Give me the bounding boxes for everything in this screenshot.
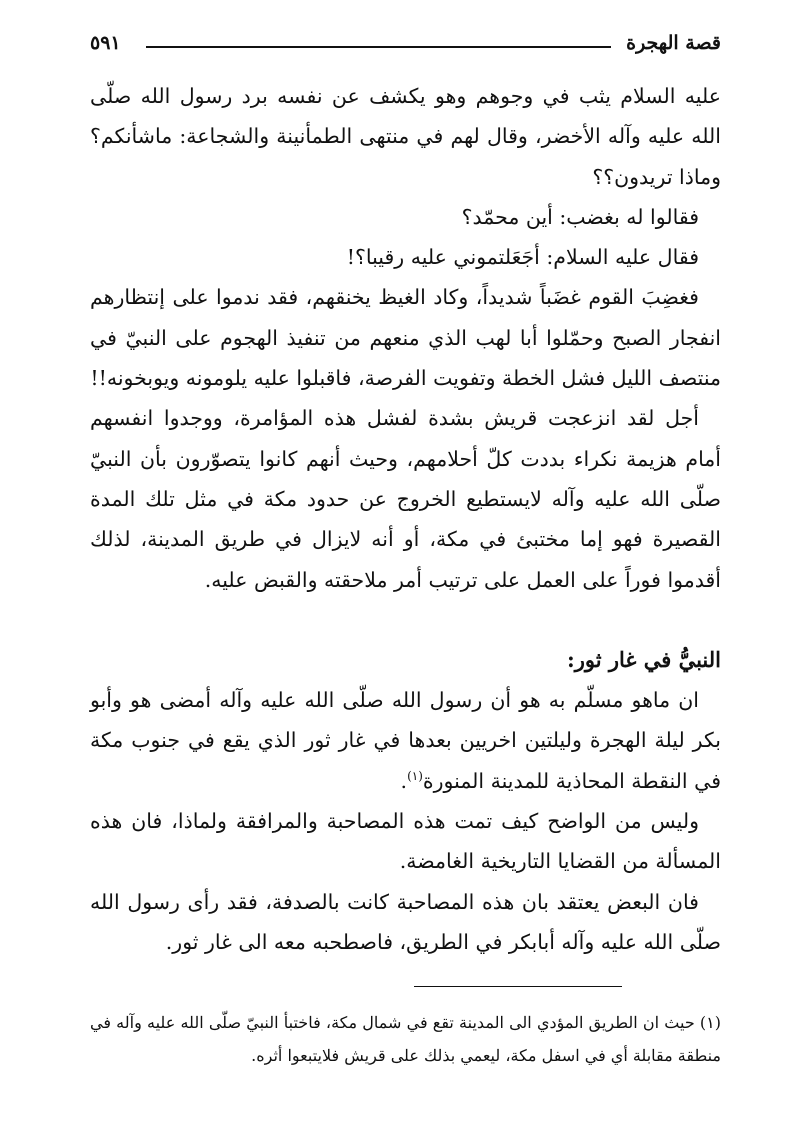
footnote-reference[interactable]: (١) xyxy=(407,768,423,783)
section-heading: النبيُّ في غار ثور: xyxy=(567,646,721,672)
paragraph: أجل لقد انزعجت قريش بشدة لفشل هذه المؤامرة، ووجدوا انفسهم أمام هزيمة نكراء بددت كلّ أحلامهم، وحيث أنهم كانوا يتصوّرون بأن النبيّ صلّى الله عليه وآله لايستطيع الخروج عن حدود مكة في مثل تلك المدة القصيرة فهو إما مختبئ في مكة، أو أنه لايزال في طريق المدينة، لذلك أقدموا فوراً على العمل على ترتيب أمر ملاحقته والقبض عليه. xyxy=(90,406,721,592)
section-gap xyxy=(90,600,721,640)
footnote: (١) حيث ان الطريق المؤدي الى المدينة تقع في شمال مكة، فاختبأ النبيّ صلّى الله عليه وآله في منطقة مقابلة أي في اسفل مكة، ليعمي بذلك على قريش فلايتبعوا أثره. xyxy=(90,1013,721,1065)
main-text xyxy=(90,76,721,962)
footnote-separator xyxy=(414,986,622,987)
paragraph-end: . xyxy=(400,768,408,793)
paragraph: فقال عليه السلام: أجَعَلتموني عليه رقيبا؟! xyxy=(346,245,699,270)
page-number: ٥٩١ xyxy=(90,32,121,54)
paragraph: فان البعض يعتقد بان هذه المصاحبة كانت بالصدفة، فقد رأى رسول الله صلّى الله عليه وآله أبابكر في الطريق، فاصطحبه معه الى غار ثور. xyxy=(90,889,721,954)
paragraph: وليس من الواضح كيف تمت هذه المصاحبة والمرافقة ولماذا، فان هذه المسألة من القضايا التاريخية الغامضة. xyxy=(90,809,721,874)
paragraph: فغضِبَ القوم غضَباً شديداً، وكاد الغيظ يخنقهم، فقد ندموا على إنتظارهم انفجار الصبح وحمّلوا أبا لهب الذي منعهم من تنفيذ الهجوم على النبيّ في منتصف الليل فشل الخطة وتفويت الفرصة، فاقبلوا عليه يلومونه ويوبخونه!! xyxy=(90,285,721,391)
header-rule xyxy=(146,46,611,48)
chapter-title: قصة الهجرة xyxy=(626,32,721,54)
paragraph-text: ان ماهو مسلّم به هو أن رسول الله صلّى الله عليه وآله أمضى هو وأبو بكر ليلة الهجرة وليلتين اخريين بعدها في غار ثور الذي يقع في جنوب مكة في النقطة المحاذية للمدينة المنورة xyxy=(90,688,721,793)
paragraph: فقالوا له بغضب: أين محمّد؟ xyxy=(461,204,699,229)
paragraph xyxy=(90,680,721,801)
paragraph: عليه السلام يثب في وجوهم وهو يكشف عن نفسه برد رسول الله صلّى الله عليه وآله الأخضر، وقال لهم في منتهى الطمأنينة والشجاعة: ماشأنكم؟ وماذا تريدون؟؟ xyxy=(90,84,721,189)
running-header xyxy=(90,28,721,58)
